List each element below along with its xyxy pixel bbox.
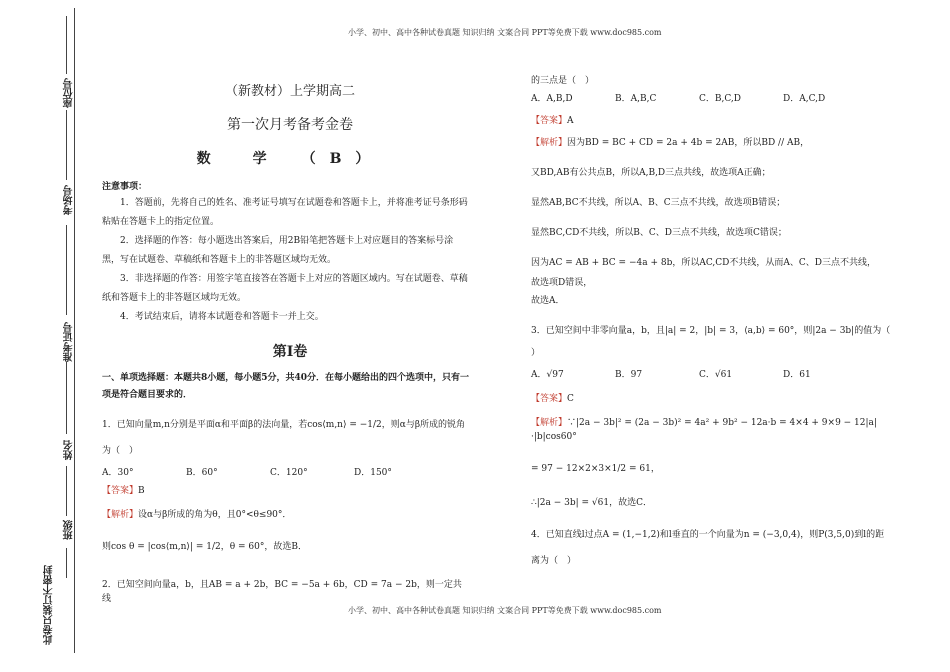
q2-options — [531, 92, 901, 106]
q1-answer-tag: 【答案】 — [102, 486, 139, 496]
q3-options — [531, 368, 901, 382]
notice-block — [102, 180, 470, 327]
notice-item-2: 2．选择题的作答：每小题选出答案后，用2B铅笔把答题卡上对应题目的答案标号涂黑，写在试题卷、草稿纸和答题卡上的非答题区域均无效。 — [102, 236, 454, 265]
q1-answer-value: B — [138, 486, 145, 496]
q3-analysis-1: ∵|2a − 3b|² = (2a − 3b)² = 4a² + 9b² − 12a·b = 4×4 + 9×9 − 12|a|·|b|cos60° — [531, 418, 877, 442]
q3-analysis-2: = 97 − 12×2×3×1/2 = 61， — [531, 464, 660, 474]
ticket-label: 准考证号 — [64, 322, 75, 362]
room-label: 考场号 — [64, 185, 75, 215]
q2-analysis — [531, 136, 901, 150]
q1-options — [102, 466, 470, 480]
exam-subject: 数 学 （B） — [196, 151, 384, 167]
q2-analysis-3: 显然AB,BC不共线，所以A、B、C三点不共线，故选项B错误； — [531, 198, 786, 208]
q2-answer-value: A — [567, 116, 574, 126]
q1-answer — [102, 484, 470, 498]
q2-stem-2: 的三点是（ ） — [531, 76, 595, 86]
q1-stem: 1．已知向量m,n分别是平面α和平面β的法向量，若cos⟨m,n⟩ = −1/2，则α与β所成的锐角为（ ） — [102, 420, 466, 456]
q3-analysis-3: ∴|2a − 3b| = √61，故选C． — [531, 498, 652, 508]
exam-title-line2: 第一次月考备考金卷 — [227, 117, 353, 133]
name-label: 姓名 — [64, 440, 75, 460]
question-1 — [102, 412, 470, 554]
q2-analysis-1: 因为BD = BC + CD = 2a + 4b = 2AB，所以BD // AB， — [567, 138, 810, 148]
q2-analysis-tag: 【解析】 — [531, 138, 568, 148]
q2-analysis-4: 显然BC,CD不共线，所以B、C、D三点不共线，故选项C错误； — [531, 228, 787, 238]
seat-line — [66, 16, 67, 74]
name-line — [66, 466, 67, 516]
q3-stem-2: ） — [531, 348, 541, 358]
q3-option-b: B．97 — [615, 370, 643, 380]
question-2-cont — [531, 74, 901, 308]
q1-analysis-1: 设α与β所成的角为θ，且0°<θ≤90°． — [138, 510, 292, 520]
question-3 — [531, 324, 901, 510]
q3-stem-1: 3．已知空间中非零向量a，b，且|a| = 2，|b| = 3，⟨a,b⟩ = 60°，则|2a − 3b|的值为（ — [531, 326, 891, 336]
q1-analysis-2: 则cos θ = |cos⟨m,n⟩| = 1/2，θ = 60°，故选B． — [102, 542, 307, 552]
q3-analysis-tag: 【解析】 — [531, 418, 568, 428]
q3-option-a: A．√97 — [531, 370, 564, 380]
class-line — [66, 548, 67, 578]
room-line — [66, 225, 67, 315]
q4-stem-1: 4．已知直线l过点A = (1,−1,2)和l垂直的一个向量为n = (−3,0,4)，则P(3,5,0)到l的距 — [531, 530, 885, 540]
q4-stem-2: 离为（ ） — [531, 556, 577, 566]
question-2-start — [102, 578, 470, 606]
q3-analysis — [531, 416, 901, 444]
notice-item-3: 3．非选择题的作答：用签字笔直接答在答题卡上对应的答题区域内。写在试题卷、草稿纸和答题卡上的非答题区域均无效。 — [102, 274, 468, 303]
q1-option-a: A．30° — [102, 468, 134, 478]
q2-analysis-5: 因为AC = AB + BC = −4a + 8b，所以AC,CD不共线，从而A、C、D三点不共线， — [531, 258, 876, 268]
q1-option-b: B．60° — [186, 468, 218, 478]
q2-option-c: C．B,C,D — [699, 94, 742, 104]
seal-label: 此卷只装订不密封 — [44, 565, 55, 645]
q2-option-a: A．A,B,D — [531, 94, 573, 104]
q1-analysis-tag: 【解析】 — [102, 510, 139, 520]
q1-analysis — [102, 508, 470, 522]
seat-line-2 — [66, 110, 67, 180]
q3-answer-value: C — [567, 394, 574, 404]
question-4 — [531, 528, 901, 568]
q2-analysis-2: 又BD,AB有公共点B，所以A,B,D三点共线，故选项A正确； — [531, 168, 771, 178]
q2-option-b: B．A,B,C — [615, 94, 657, 104]
ticket-line — [66, 362, 67, 434]
q1-option-c: C．120° — [270, 468, 308, 478]
q2-answer-tag: 【答案】 — [531, 116, 568, 126]
q2-stem-1: 2．已知空间向量a，b，且AB = a + 2b，BC = −5a + 6b，CD = 7a − 2b，则一定共线 — [102, 580, 462, 604]
class-label: 班级 — [64, 520, 75, 540]
notice-item-4: 4．考试结束后，请将本试题卷和答题卡一并上交。 — [120, 312, 324, 322]
page-header: 小学、初中、高中各种试卷真题 知识归纳 文案合同 PPT等免费下载 www.doc985.com — [348, 28, 662, 37]
q2-option-d: D．A,C,D — [783, 94, 826, 104]
page-footer: 小学、初中、高中各种试卷真题 知识归纳 文案合同 PPT等免费下载 www.doc985.com — [348, 606, 662, 615]
q2-analysis-6: 故选项D错误， — [531, 278, 593, 288]
q3-option-c: C．√61 — [699, 370, 733, 380]
part-title: 第Ⅰ卷 — [272, 344, 308, 360]
q3-answer — [531, 392, 901, 406]
q1-option-d: D．150° — [354, 468, 392, 478]
q3-option-d: D．61 — [783, 370, 811, 380]
seat-label: 座位号 — [64, 78, 75, 108]
q3-answer-tag: 【答案】 — [531, 394, 568, 404]
section1-heading: 一、单项选择题：本题共8小题，每小题5分，共40分．在每小题给出的四个选项中，只有一项是符合题目要求的． — [102, 373, 470, 400]
q2-answer — [531, 114, 901, 128]
notice-heading: 注意事项： — [102, 182, 148, 192]
q2-analysis-7: 故选A． — [531, 296, 565, 306]
notice-item-1: 1．答题前，先将自己的姓名、准考证号填写在试题卷和答题卡上，并将准考证号条形码粘贴在答题卡上的指定位置。 — [102, 198, 468, 227]
exam-title-line1: （新教材）上学期高二 — [224, 84, 355, 99]
